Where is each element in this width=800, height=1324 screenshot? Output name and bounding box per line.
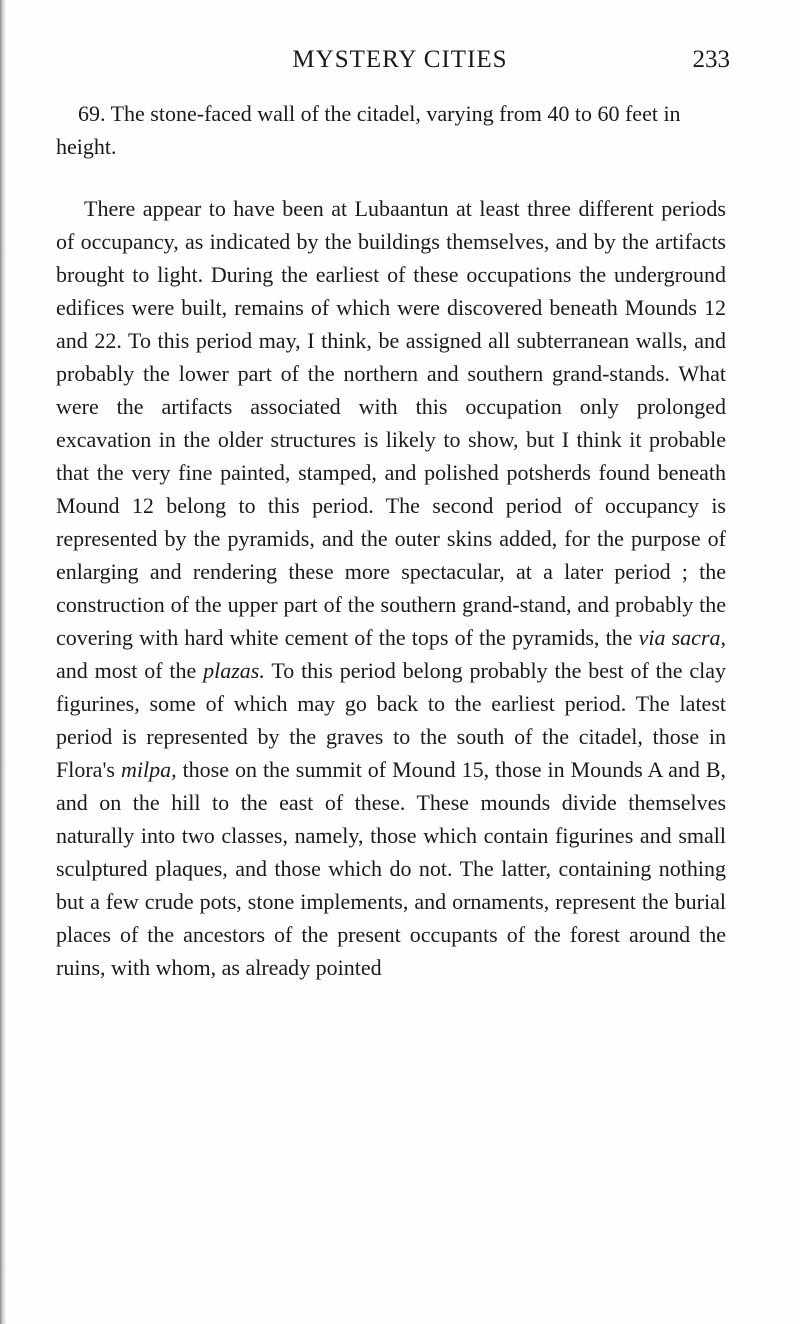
body-text-segment-4: those on the summit of Mound 15, those in Mounds A and B, and on the hill to the east of these. These mounds divide themselves naturally into two classes, namely, those which contain figurines and small sculptured plaques, and those which do not. The latter, containing nothing but a few crude pots, stone implements, and ornaments, represent the burial places of the ancestors of the present occupants of the forest around the ruins, with whom, as already pointed (56, 757, 727, 980)
body-text-segment-2: and most of the (56, 658, 197, 683)
running-title: MYSTERY CITIES (292, 46, 508, 73)
body-text-segment-1: There appear to have been at Lubaantun at least three different periods of occupancy, as indicated by the buildings themselves, and by the artifacts brought to light. During the earliest of these occupations the underground edifices were built, remains of which were discovered beneath Mounds 12 and 22. To this period may, I think, be assigned all subterranean walls, and probably the lower part of the northern and southern grand-stands. What were the artifacts associated with this occupation only prolonged excavation in the older structures is likely to show, but I think it probable that the very fine painted, stamped, and polished potsherds found beneath Mound 12 belong to this period. The second period of occupancy is represented by the pyramids, and the outer skins added, for the purpose of enlarging and rendering these more spectacular, at a later period ; the construction of the upper part of the southern grand-stand, and probably the covering with hard white cement of the tops of the pyramids, the (56, 196, 726, 650)
body-text-segment-3: To this period belong probably the best of the clay figurines, some of which may go back to the earliest period. The latest period is represented by the graves to the south of the citadel, those in Flora's (56, 658, 727, 782)
italic-term-via-sacra: via sacra, (638, 625, 726, 650)
running-head (70, 42, 730, 82)
page-spine-edge (0, 0, 6, 1324)
italic-term-plazas: plazas. (203, 658, 265, 683)
page-number: 233 (692, 46, 730, 73)
body-paragraph (56, 192, 726, 984)
figure-caption: 69. The stone-faced wall of the citadel, varying from 40 to 60 feet in height. (56, 101, 681, 159)
italic-term-milpa: milpa, (120, 757, 177, 782)
